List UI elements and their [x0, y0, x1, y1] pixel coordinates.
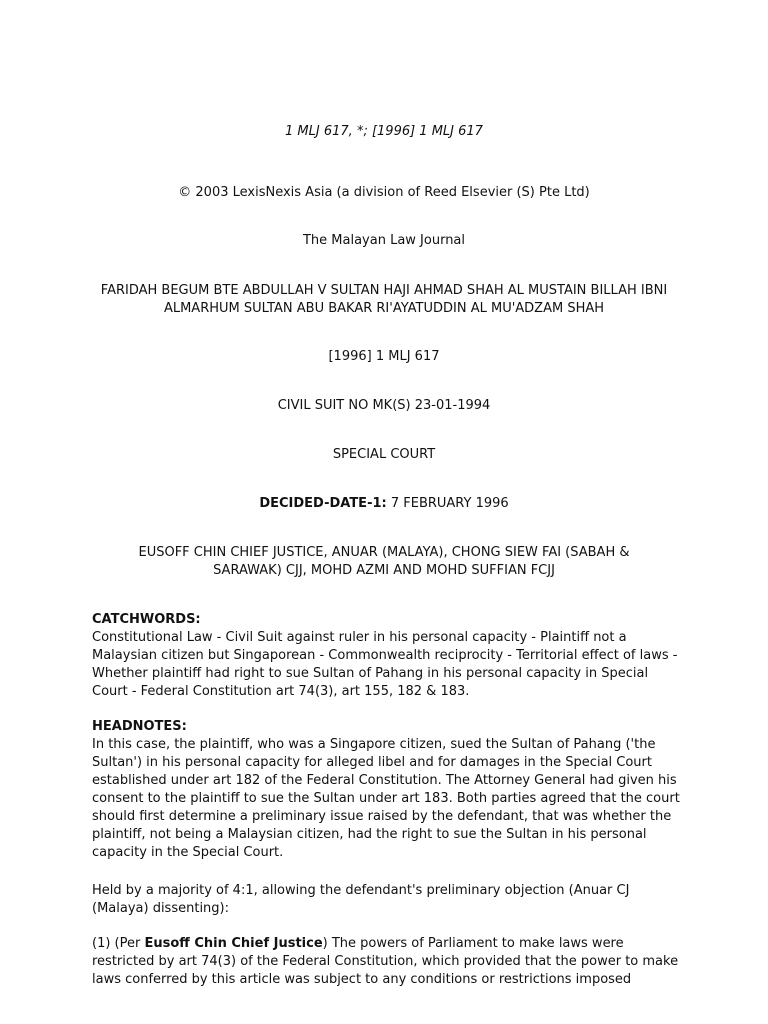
decided-value: 7 FEBRUARY 1996 [386, 496, 509, 511]
point-text: ) The powers of Parliament to make laws were restricted by art 74(3) of the Federal Constitution, which provided that the power to make laws conferred by this article was subject to any conditions or restrictions imposed [92, 936, 679, 987]
judges [110, 544, 658, 580]
case-title-line2: ALMARHUM SULTAN ABU BAKAR RI'AYATUDDIN AL MU'ADZAM SHAH [163, 301, 605, 316]
case-title [84, 282, 684, 318]
copyright-line: © 2003 LexisNexis Asia (a division of Reed Elsevier (S) Pte Ltd) [178, 185, 590, 200]
held-paragraph: Held by a majority of 4:1, allowing the defendant's preliminary objection (Anuar CJ (Malaya) dissenting): [92, 883, 630, 916]
catchwords-section [92, 611, 682, 701]
citation-line: 1 MLJ 617, *; [1996] 1 MLJ 617 [285, 124, 483, 139]
journal-name: The Malayan Law Journal [302, 233, 466, 248]
catchwords-heading: CATCHWORDS: [92, 612, 201, 627]
case-title-line1: FARIDAH BEGUM BTE ABDULLAH V SULTAN HAJI AHMAD SHAH AL MUSTAIN BILLAH IBNI [100, 283, 668, 298]
court-name: SPECIAL COURT [332, 447, 436, 462]
citation-ref: [1996] 1 MLJ 617 [328, 349, 440, 364]
judges-line2: SARAWAK) CJJ, MOHD AZMI AND MOHD SUFFIAN FCJJ [213, 563, 555, 578]
judges-line1: EUSOFF CHIN CHIEF JUSTICE, ANUAR (MALAYA), CHONG SIEW FAI (SABAH & [138, 545, 630, 560]
headnotes-heading: HEADNOTES: [92, 719, 187, 734]
holding-point-1 [92, 935, 682, 989]
decided-label: DECIDED-DATE-1: [259, 496, 387, 511]
judge-name: Eusoff Chin Chief Justice [144, 936, 323, 951]
headnotes-text: In this case, the plaintiff, who was a Singapore citizen, sued the Sultan of Pahang ('the Sultan') in his personal capacity for alleged libel and for damages in the Special Court established under art 182 of the Federal Constitution. The Attorney General had given his consent to the plaintiff to sue the Sultan under art 183. Both parties agreed that the court should first determine a preliminary issue raised by the defendant, that was whether the plaintiff, not being a Malaysian citizen, had the right to sue the Sultan in his personal capacity in the Special Court. [92, 737, 680, 860]
headnotes-section [92, 718, 682, 862]
decided-date [0, 495, 768, 513]
point-number: (1) (Per [92, 936, 145, 951]
catchwords-text: Constitutional Law - Civil Suit against ruler in his personal capacity - Plaintiff not a Malaysian citizen but Singaporean - Commonwealth reciprocity - Territorial effect of laws - Whether plaintiff had right to sue Sultan of Pahang in his personal capacity in Special Court - Federal Constitution art 74(3), art 155, 182 & 183. [92, 630, 678, 699]
suit-number: CIVIL SUIT NO MK(S) 23-01-1994 [277, 398, 491, 413]
